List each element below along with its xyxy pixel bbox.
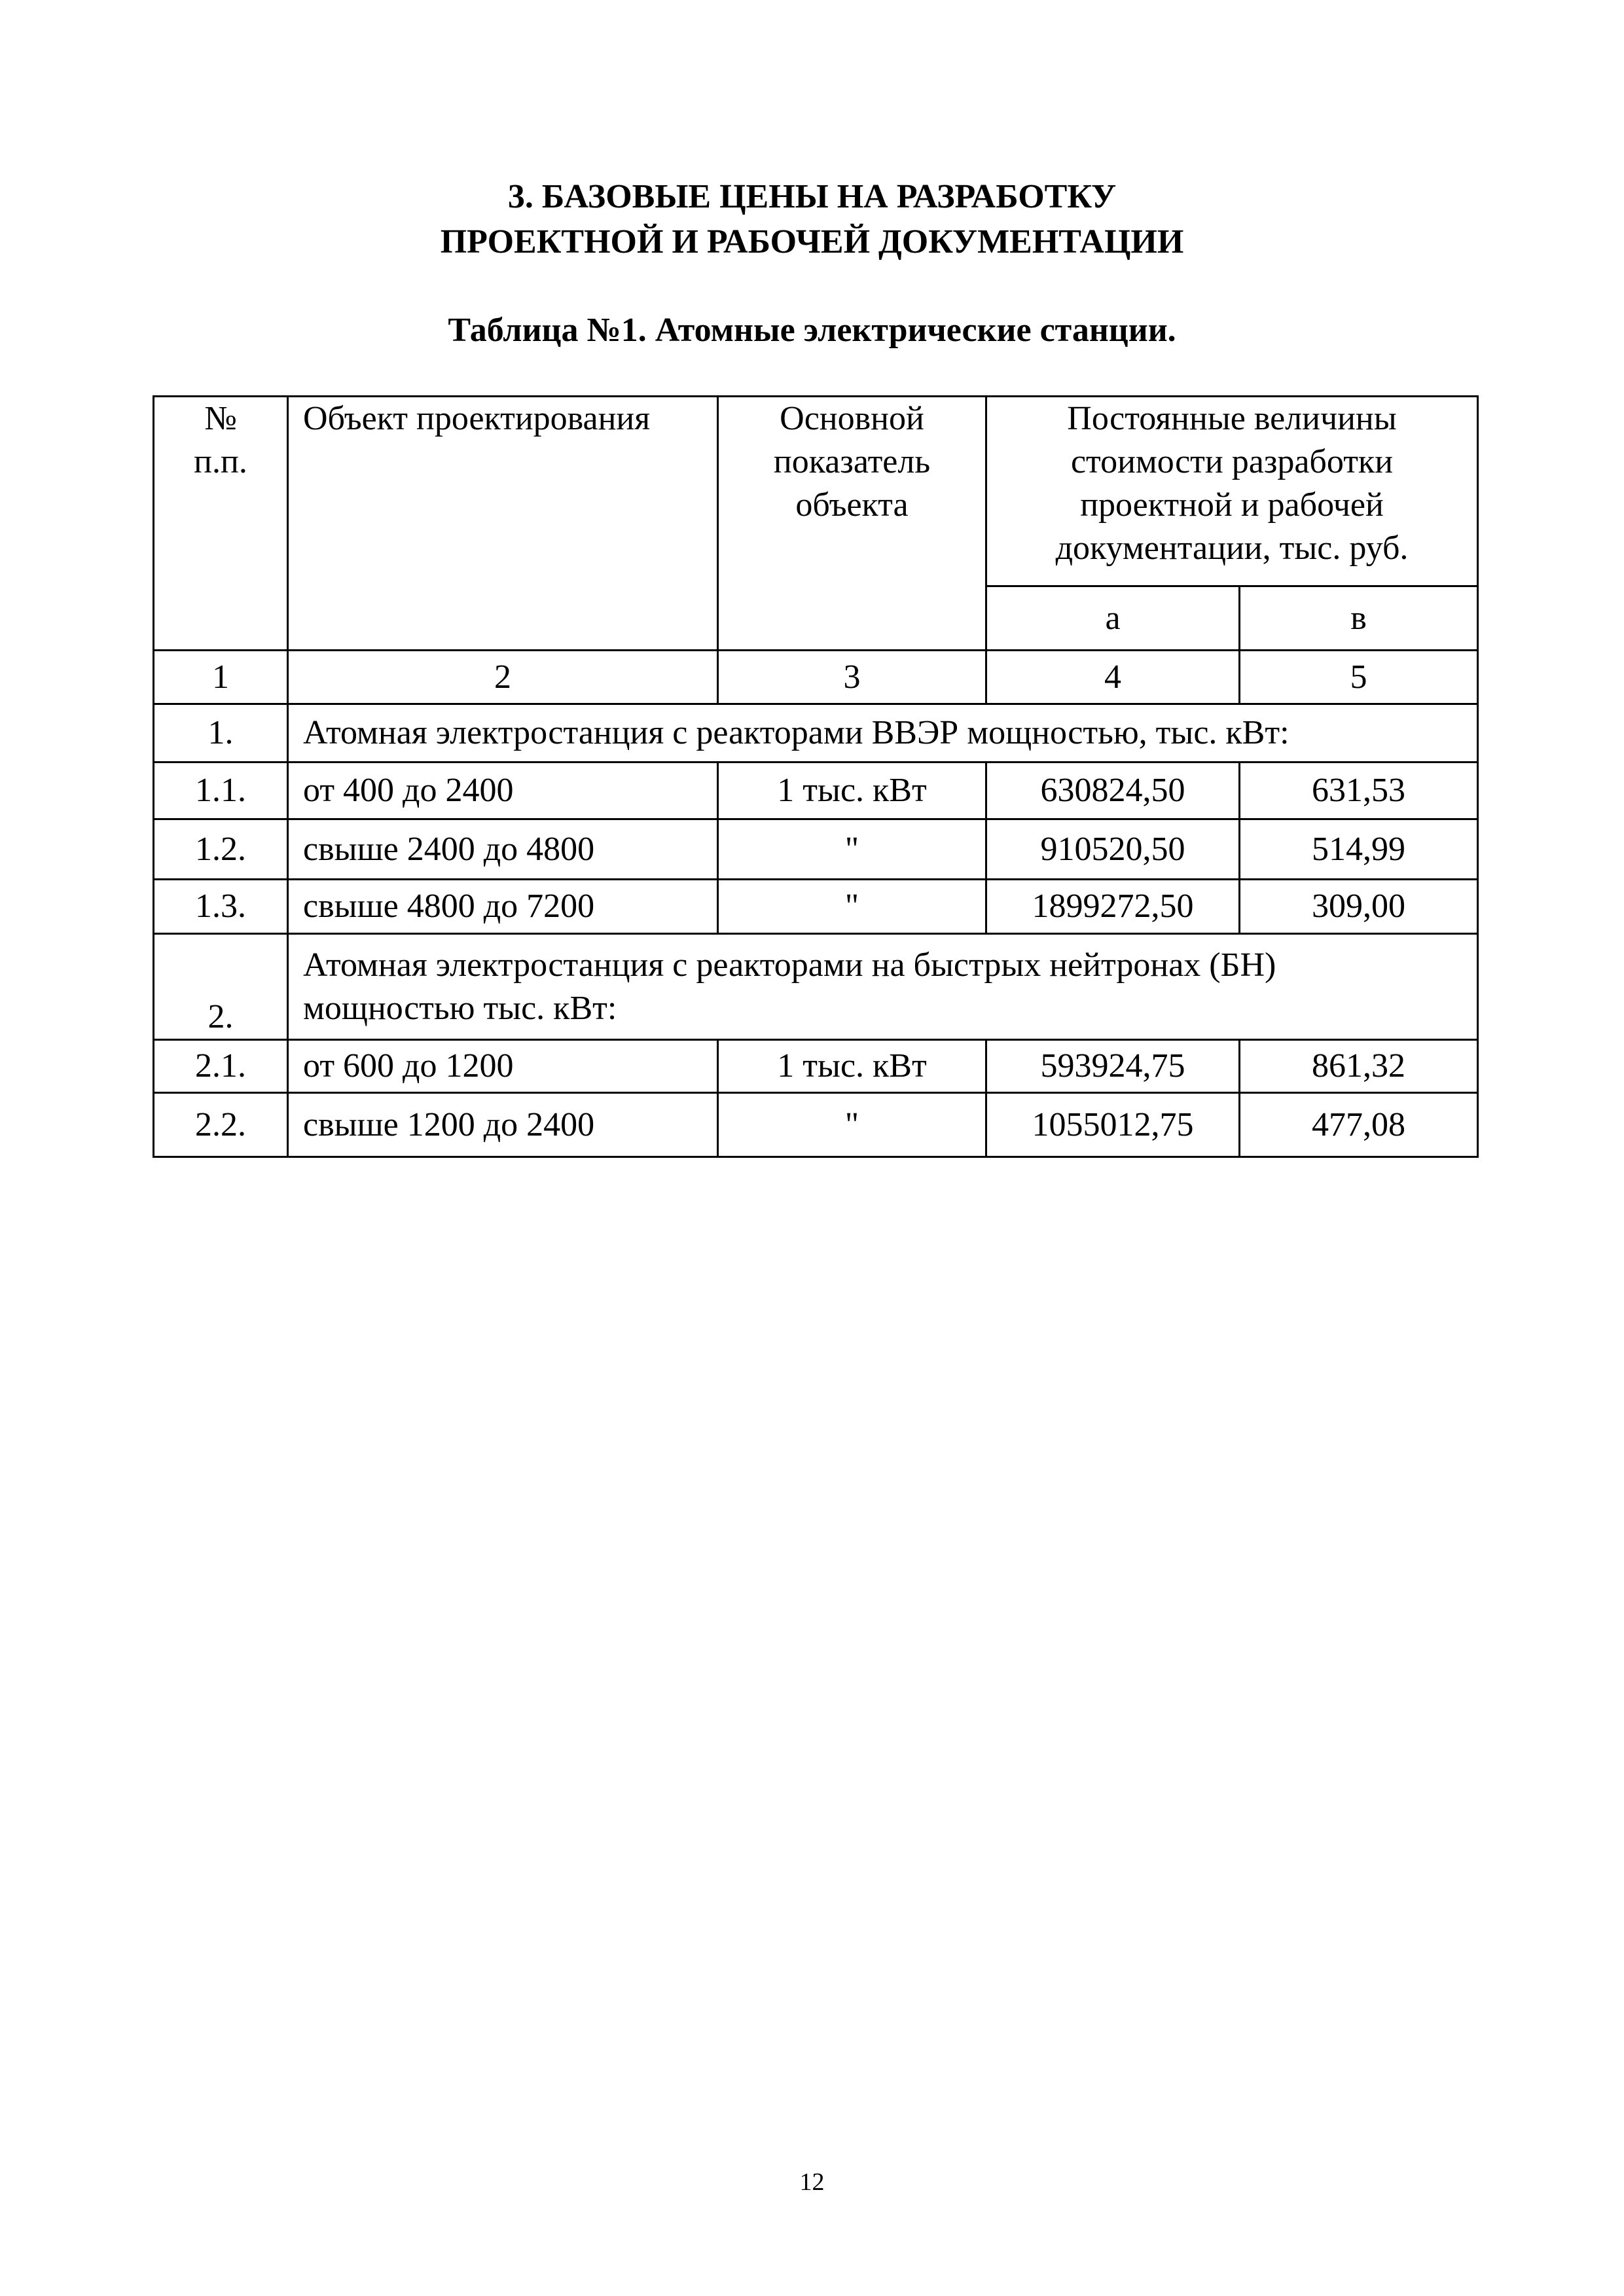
header-cost-line3: проектной и рабочей (1080, 486, 1384, 524)
table-row (154, 1040, 1478, 1093)
header-sub-b: в (1240, 586, 1478, 651)
column-number-2: 2 (288, 651, 718, 704)
group2-title-line2: мощностью тыс. кВт: (303, 989, 617, 1027)
row-value-b: 309,00 (1240, 880, 1478, 934)
row-indicator: " (718, 1093, 986, 1157)
header-num-line1: № (204, 400, 237, 437)
header-cost-line1: Постоянные величины (1067, 400, 1397, 437)
header-sub-a: а (986, 586, 1240, 651)
table-row (154, 762, 1478, 819)
header-indicator-line3: объекта (795, 486, 909, 524)
row-value-b: 861,32 (1240, 1040, 1478, 1093)
header-cost-line2: стоимости разработки (1070, 443, 1394, 480)
row-value-a: 630824,50 (986, 762, 1240, 819)
table-row (154, 880, 1478, 934)
row-value-b: 631,53 (1240, 762, 1478, 819)
row-object: от 600 до 1200 (288, 1040, 718, 1093)
row-num: 1.1. (154, 762, 288, 819)
row-indicator: 1 тыс. кВт (718, 762, 986, 819)
row-value-a: 1055012,75 (986, 1093, 1240, 1157)
row-object: от 400 до 2400 (288, 762, 718, 819)
row-value-b: 477,08 (1240, 1093, 1478, 1157)
group1-num: 1. (154, 704, 288, 762)
header-num-line2: п.п. (194, 443, 247, 480)
row-indicator: " (718, 819, 986, 880)
column-number-3: 3 (718, 651, 986, 704)
row-object: свыше 2400 до 4800 (288, 819, 718, 880)
header-cost-cell (986, 397, 1478, 586)
row-num: 2.1. (154, 1040, 288, 1093)
table-row (154, 1093, 1478, 1157)
row-value-a: 1899272,50 (986, 880, 1240, 934)
section-title-line2: ПРОЕКТНОЙ И РАБОЧЕЙ ДОКУМЕНТАЦИИ (440, 223, 1184, 260)
prices-table (153, 395, 1479, 1158)
header-object: Объект проектирования (303, 400, 651, 437)
header-num-cell (154, 397, 288, 651)
row-num: 1.2. (154, 819, 288, 880)
column-number-5: 5 (1240, 651, 1478, 704)
group2-num: 2. (154, 934, 288, 1040)
header-indicator-cell (718, 397, 986, 651)
row-value-a: 593924,75 (986, 1040, 1240, 1093)
row-num: 1.3. (154, 880, 288, 934)
header-indicator-line2: показатель (773, 443, 931, 480)
row-value-a: 910520,50 (986, 819, 1240, 880)
group2-title-cell (288, 934, 1478, 1040)
header-indicator-line1: Основной (780, 400, 924, 437)
row-value-b: 514,99 (1240, 819, 1478, 880)
row-indicator: 1 тыс. кВт (718, 1040, 986, 1093)
header-object-cell (288, 397, 718, 651)
row-num: 2.2. (154, 1093, 288, 1157)
table-caption: Таблица №1. Атомные электрические станции. (448, 312, 1176, 349)
page-number: 12 (799, 2168, 825, 2196)
column-number-1: 1 (154, 651, 288, 704)
group1-title: Атомная электростанция с реакторами ВВЭР мощностью, тыс. кВт: (288, 704, 1478, 762)
row-object: свыше 4800 до 7200 (288, 880, 718, 934)
row-object: свыше 1200 до 2400 (288, 1093, 718, 1157)
row-indicator: " (718, 880, 986, 934)
table-row (154, 819, 1478, 880)
section-title-line1: 3. БАЗОВЫЕ ЦЕНЫ НА РАЗРАБОТКУ (507, 178, 1117, 215)
column-number-4: 4 (986, 651, 1240, 704)
header-cost-line4: документации, тыс. руб. (1055, 529, 1409, 567)
group2-title-line1: Атомная электростанция с реакторами на быстрых нейтронах (БН) (303, 946, 1276, 984)
